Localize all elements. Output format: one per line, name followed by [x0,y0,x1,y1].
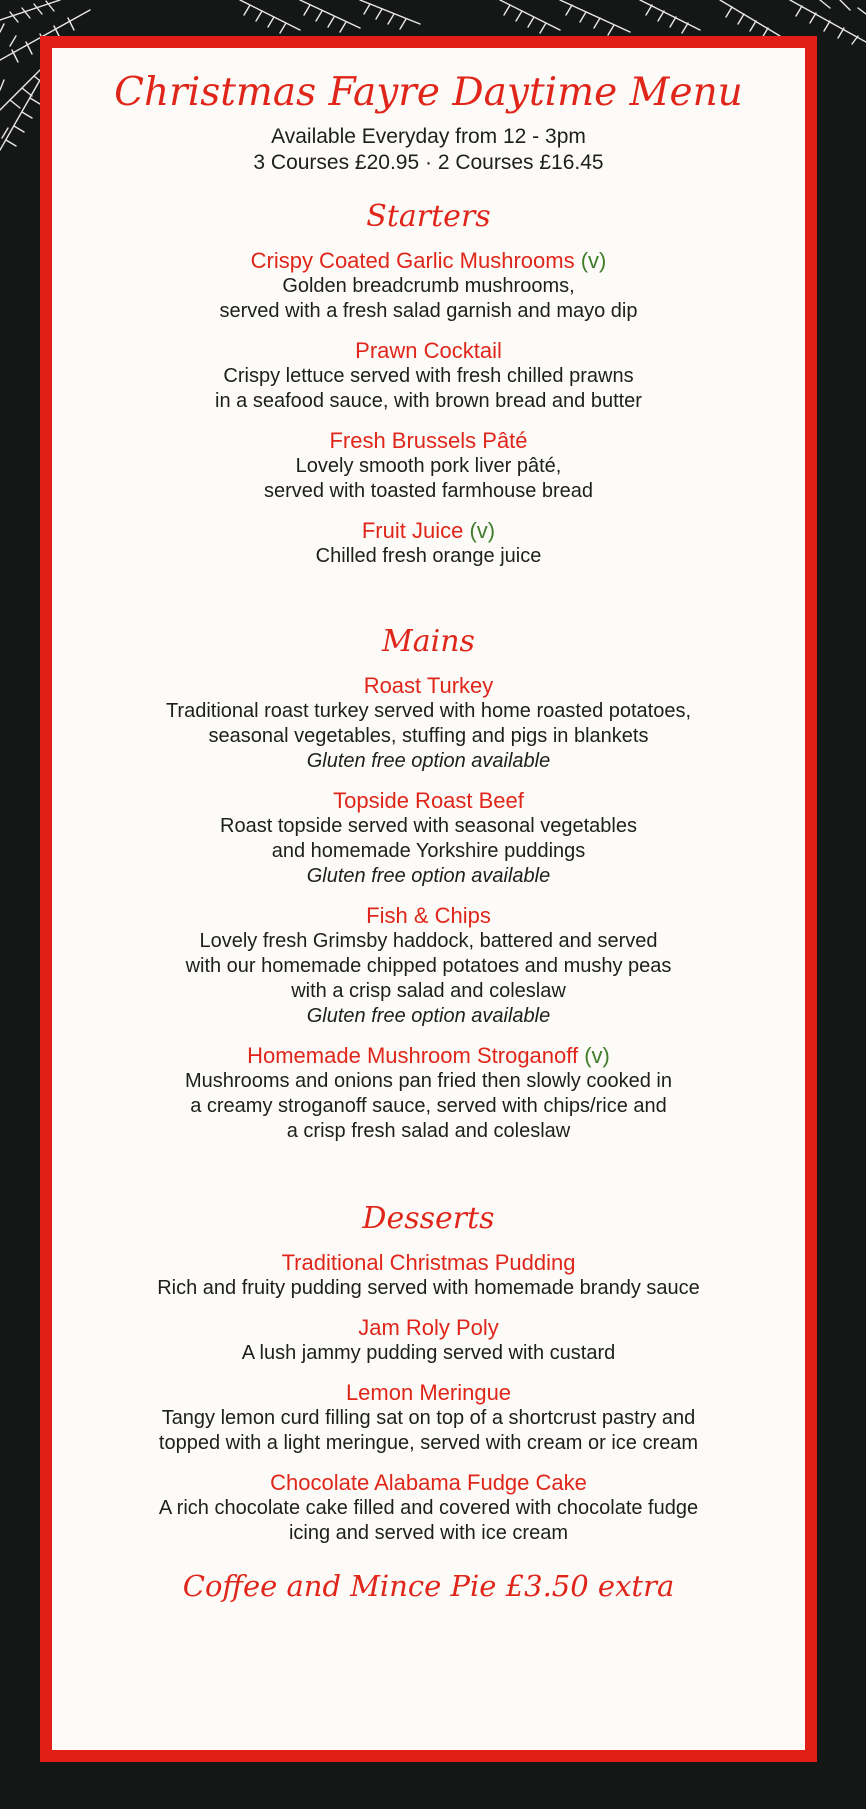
desserts-section [52,1200,805,1546]
section-heading-mains: Mains [382,624,475,659]
menu-item [52,338,805,414]
dish-name: Jam Roly Poly [358,1315,499,1340]
vegetarian-badge: (v) [584,1043,610,1068]
dish-description: in a seafood sauce, with brown bread and butter [215,390,642,412]
gluten-free-note: Gluten free option available [306,865,551,887]
dish-description: A lush jammy pudding served with custard [241,1342,616,1364]
vegetarian-badge: (v) [580,248,607,273]
dish-description: Golden breadcrumb mushrooms, [282,275,575,297]
dish-name [52,518,805,544]
dish-description: Lovely fresh Grimsby haddock, battered and served [199,930,658,952]
dish-title: Fruit Juice [361,518,464,543]
menu-item [52,1470,805,1546]
menu-item [52,518,805,569]
dish-name: Topside Roast Beef [333,788,524,813]
section-heading-starters: Starters [366,199,491,234]
menu-item [52,1250,805,1301]
mains-section [52,623,805,1144]
dish-name: Fresh Brussels Pâté [329,428,528,453]
dish-description: served with a fresh salad garnish and mayo dip [219,300,638,322]
dish-name: Lemon Meringue [345,1380,512,1405]
section-heading-desserts: Desserts [362,1201,495,1236]
dish-name: Chocolate Alabama Fudge Cake [270,1470,587,1495]
gluten-free-note: Gluten free option available [306,1005,551,1027]
dish-description: and homemade Yorkshire puddings [271,840,586,862]
dish-description: Lovely smooth pork liver pâté, [295,455,562,477]
dish-description: a creamy stroganoff sauce, served with chips/rice and [190,1095,667,1117]
starters-section [52,198,805,569]
dish-description: with our homemade chipped potatoes and mushy peas [185,955,672,977]
dish-description: Rich and fruity pudding served with homemade brandy sauce [157,1277,700,1299]
menu-item [52,788,805,889]
menu-card [40,36,817,1762]
dish-name [52,248,805,274]
dish-description: Mushrooms and onions pan fried then slowly cooked in [185,1070,672,1092]
vegetarian-badge: (v) [469,518,496,543]
dish-title: Homemade Mushroom Stroganoff [247,1043,579,1068]
menu-item [52,1315,805,1366]
dish-description: Crispy lettuce served with fresh chilled prawns [223,365,634,387]
dish-description: icing and served with ice cream [288,1522,568,1544]
gluten-free-note: Gluten free option available [306,750,551,772]
dish-name [52,1043,805,1069]
dish-description: Traditional roast turkey served with home roasted potatoes, [165,700,692,722]
menu-item [52,903,805,1029]
availability-hours: Available Everyday from 12 - 3pm [271,125,586,148]
dish-description: A rich chocolate cake filled and covered with chocolate fudge [158,1497,699,1519]
dish-name: Prawn Cocktail [355,338,502,363]
dish-description: served with toasted farmhouse bread [263,480,594,502]
dish-description: topped with a light meringue, served with cream or ice cream [158,1432,699,1454]
menu-title: Christmas Fayre Daytime Menu [114,70,743,115]
dish-title: Crispy Coated Garlic Mushrooms [250,248,575,273]
dish-description: Tangy lemon curd filling sat on top of a shortcrust pastry and [161,1407,696,1429]
menu-item [52,1380,805,1456]
course-prices: 3 Courses £20.95 · 2 Courses £16.45 [253,151,604,174]
dish-description: seasonal vegetables, stuffing and pigs in blankets [208,725,649,747]
menu-item [52,248,805,324]
menu-item [52,673,805,774]
availability-info [52,124,805,176]
dish-description: Chilled fresh orange juice [315,545,542,567]
dish-name: Roast Turkey [363,673,494,698]
dish-description: Roast topside served with seasonal vegetables [220,815,637,837]
dish-description: a crisp fresh salad and coleslaw [286,1120,571,1142]
coffee-mince-pie-offer: Coffee and Mince Pie £3.50 extra [182,1569,675,1603]
dish-name: Fish & Chips [366,903,491,928]
dish-description: with a crisp salad and coleslaw [291,980,566,1002]
menu-item [52,1043,805,1144]
menu-item [52,428,805,504]
dish-name: Traditional Christmas Pudding [281,1250,576,1275]
